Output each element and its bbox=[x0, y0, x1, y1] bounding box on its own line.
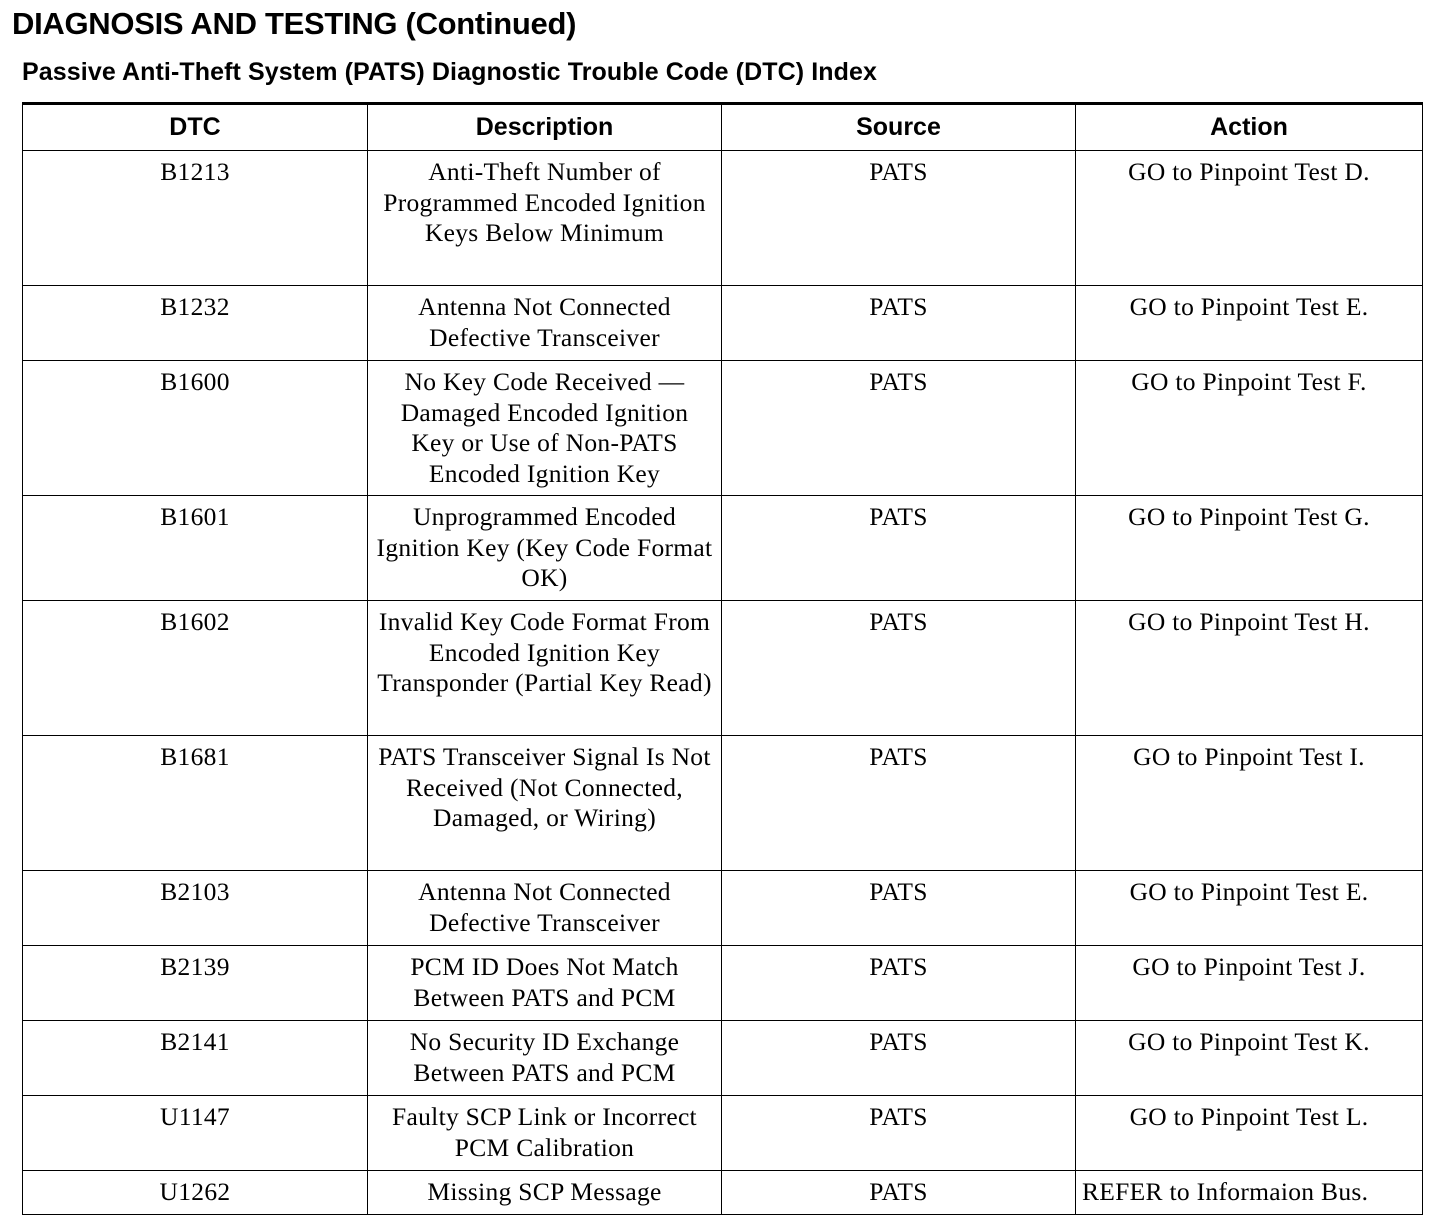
table-row bbox=[23, 496, 1423, 601]
table-row bbox=[23, 871, 1423, 946]
action-cell: REFER to Informaion Bus. bbox=[1076, 1171, 1423, 1215]
dtc-cell: U1262 bbox=[23, 1171, 368, 1215]
source-cell: PATS bbox=[722, 601, 1076, 736]
description-cell: Missing SCP Message bbox=[368, 1171, 722, 1215]
dtc-cell: B2139 bbox=[23, 946, 368, 1021]
source-cell: PATS bbox=[722, 286, 1076, 361]
table-row bbox=[23, 736, 1423, 871]
action-cell: GO to Pinpoint Test G. bbox=[1076, 496, 1423, 601]
dtc-cell: B1601 bbox=[23, 496, 368, 601]
action-cell: GO to Pinpoint Test F. bbox=[1076, 361, 1423, 496]
description-cell: No Security ID Exchange Between PATS and PCM bbox=[368, 1021, 722, 1096]
table-row bbox=[23, 151, 1423, 286]
column-header-source: Source bbox=[722, 104, 1076, 151]
table-row bbox=[23, 1021, 1423, 1096]
source-cell: PATS bbox=[722, 151, 1076, 286]
dtc-index-table bbox=[22, 102, 1423, 1215]
action-cell: GO to Pinpoint Test K. bbox=[1076, 1021, 1423, 1096]
dtc-cell: B1232 bbox=[23, 286, 368, 361]
source-cell: PATS bbox=[722, 871, 1076, 946]
description-cell: Anti-Theft Number of Programmed Encoded Ignition Keys Below Minimum bbox=[368, 151, 722, 286]
source-cell: PATS bbox=[722, 1096, 1076, 1171]
dtc-cell: B1600 bbox=[23, 361, 368, 496]
dtc-cell: B2103 bbox=[23, 871, 368, 946]
action-cell: GO to Pinpoint Test I. bbox=[1076, 736, 1423, 871]
source-cell: PATS bbox=[722, 1021, 1076, 1096]
table-row bbox=[23, 601, 1423, 736]
source-cell: PATS bbox=[722, 496, 1076, 601]
column-header-description: Description bbox=[368, 104, 722, 151]
description-cell: Antenna Not Connected Defective Transceiver bbox=[368, 286, 722, 361]
action-cell: GO to Pinpoint Test E. bbox=[1076, 286, 1423, 361]
description-cell: Invalid Key Code Format From Encoded Ignition Key Transponder (Partial Key Read) bbox=[368, 601, 722, 736]
column-header-action: Action bbox=[1076, 104, 1423, 151]
table-header-row bbox=[23, 104, 1423, 151]
action-cell: GO to Pinpoint Test L. bbox=[1076, 1096, 1423, 1171]
dtc-cell: B1213 bbox=[23, 151, 368, 286]
dtc-cell: B1681 bbox=[23, 736, 368, 871]
dtc-cell: U1147 bbox=[23, 1096, 368, 1171]
source-cell: PATS bbox=[722, 946, 1076, 1021]
description-cell: PCM ID Does Not Match Between PATS and PCM bbox=[368, 946, 722, 1021]
table-caption: Passive Anti-Theft System (PATS) Diagnostic Trouble Code (DTC) Index bbox=[22, 58, 878, 86]
description-cell: No Key Code Received — Damaged Encoded Ignition Key or Use of Non-PATS Encoded Ignition Key bbox=[368, 361, 722, 496]
action-cell: GO to Pinpoint Test E. bbox=[1076, 871, 1423, 946]
table-row bbox=[23, 1096, 1423, 1171]
source-cell: PATS bbox=[722, 1171, 1076, 1215]
dtc-cell: B1602 bbox=[23, 601, 368, 736]
table-row bbox=[23, 1171, 1423, 1215]
action-cell: GO to Pinpoint Test J. bbox=[1076, 946, 1423, 1021]
description-cell: Faulty SCP Link or Incorrect PCM Calibration bbox=[368, 1096, 722, 1171]
description-cell: Unprogrammed Encoded Ignition Key (Key Code Format OK) bbox=[368, 496, 722, 601]
column-header-dtc: DTC bbox=[23, 104, 368, 151]
description-cell: Antenna Not Connected Defective Transceiver bbox=[368, 871, 722, 946]
source-cell: PATS bbox=[722, 361, 1076, 496]
action-cell: GO to Pinpoint Test D. bbox=[1076, 151, 1423, 286]
table-row bbox=[23, 946, 1423, 1021]
table-row bbox=[23, 361, 1423, 496]
dtc-cell: B2141 bbox=[23, 1021, 368, 1096]
page-heading: DIAGNOSIS AND TESTING (Continued) bbox=[12, 6, 577, 41]
action-cell: GO to Pinpoint Test H. bbox=[1076, 601, 1423, 736]
source-cell: PATS bbox=[722, 736, 1076, 871]
description-cell: PATS Transceiver Signal Is Not Received (Not Connected, Damaged, or Wiring) bbox=[368, 736, 722, 871]
table-row bbox=[23, 286, 1423, 361]
